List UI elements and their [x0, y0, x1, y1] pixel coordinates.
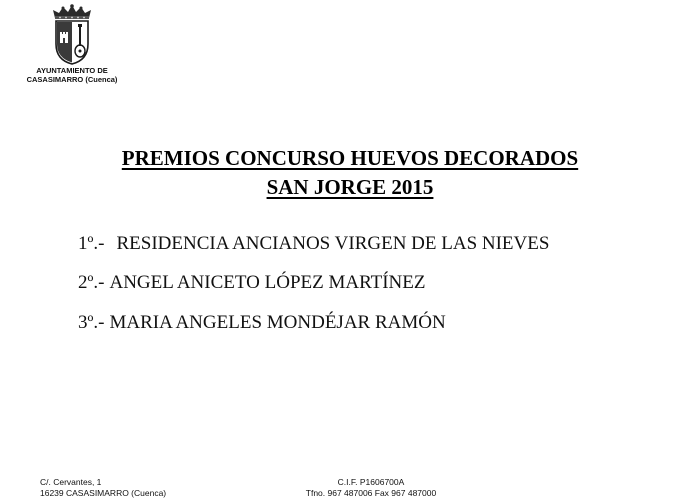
prize-item-3: [78, 312, 446, 334]
footer-phone: Tfno. 967 487006 Fax 967 487000: [305, 488, 437, 498]
footer-address-line-1: C/. Cervantes, 1: [40, 477, 102, 487]
prize-rank-2: 2º.-: [78, 272, 105, 293]
prize-item-1: [78, 233, 549, 255]
footer-cif: C.I.F. P1606700A: [337, 477, 405, 487]
footer-address-line-2: 16239 CASASIMARRO (Cuenca): [40, 488, 167, 498]
organization-line-1: AYUNTAMIENTO DE: [36, 66, 108, 75]
organization-name: [16, 66, 128, 84]
organization-line-2: CASASIMARRO (Cuenca): [26, 75, 118, 84]
prize-item-2: [78, 272, 426, 294]
shield-icon: [56, 21, 88, 64]
footer-contact: [296, 477, 446, 499]
prize-rank-1: 1º.-: [78, 233, 105, 254]
document-title-line-2: SAN JORGE 2015: [266, 175, 434, 199]
crown-icon: [53, 4, 91, 19]
prize-rank-3: 3º.-: [78, 312, 105, 333]
document-title-line-1: PREMIOS CONCURSO HUEVOS DECORADOS: [121, 146, 579, 170]
prize-winner-1: RESIDENCIA ANCIANOS VIRGEN DE LAS NIEVES: [116, 233, 550, 254]
prize-winner-2: ANGEL ANICETO LÓPEZ MARTÍNEZ: [109, 272, 426, 293]
footer-address: [40, 477, 166, 499]
municipal-coat-of-arms-icon: [47, 4, 97, 66]
prize-winner-3: MARIA ANGELES MONDÉJAR RAMÓN: [109, 312, 446, 333]
